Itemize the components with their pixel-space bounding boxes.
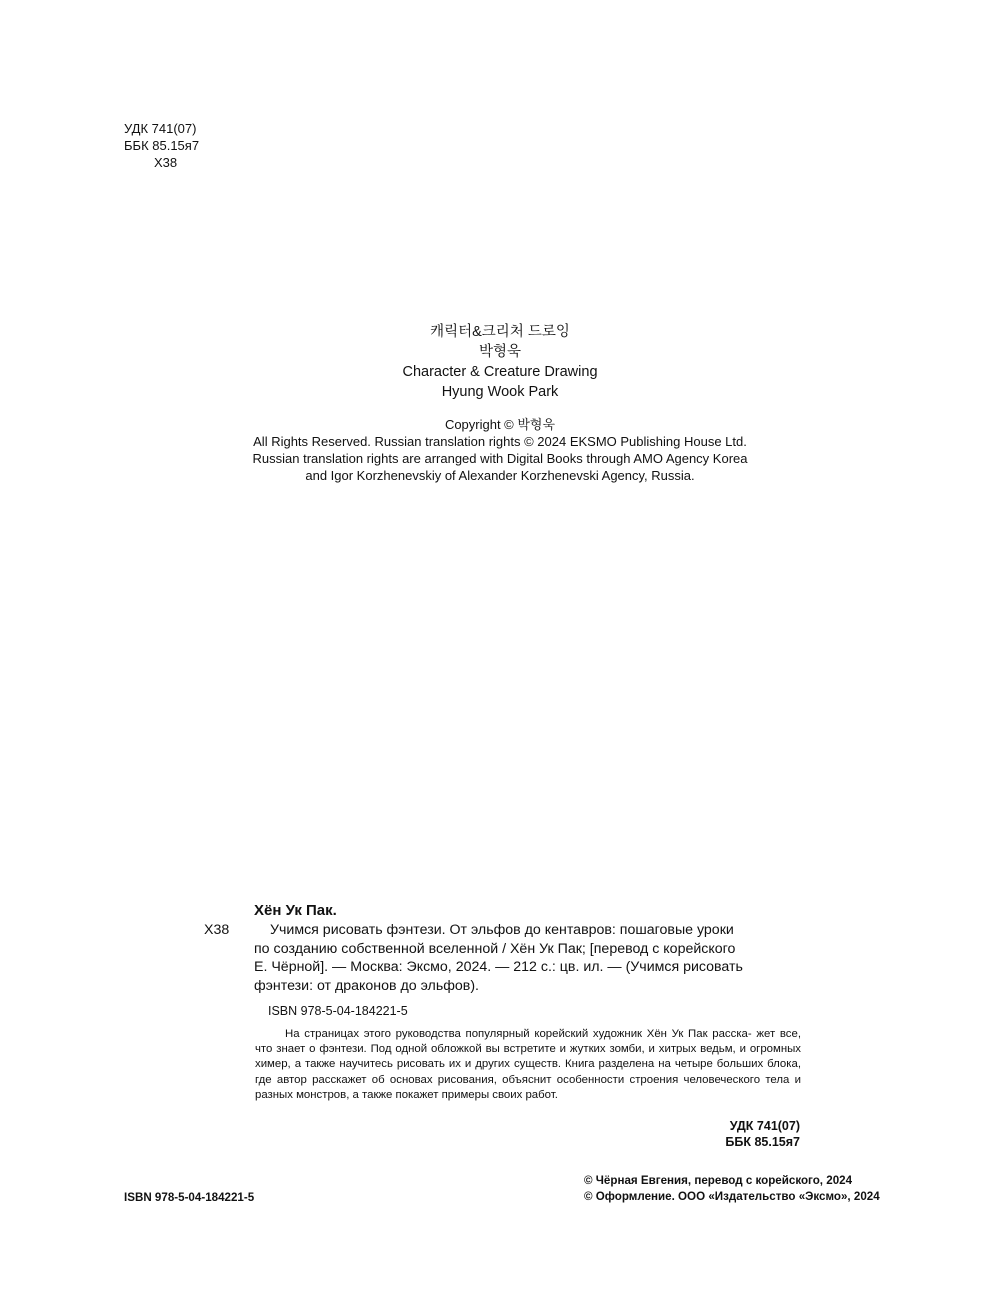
- footer-isbn: ISBN 978-5-04-184221-5: [124, 1191, 255, 1204]
- rights-line-1: All Rights Reserved. Russian translation rights © 2024 EKSMO Publishing House Ltd.: [253, 434, 747, 449]
- footer-copyrights: [584, 1173, 880, 1205]
- bib-description: [254, 921, 814, 995]
- annotation-line-4: на четыре больших блока, где автор расскажет об основах рисования, объяснит особенности: [255, 1058, 801, 1086]
- bottom-udk-code: УДК 741(07): [729, 1119, 800, 1133]
- rights-line-2: Russian translation rights are arranged with Digital Books through AMO Agency Korea: [252, 451, 748, 466]
- bottom-classification-codes: [0, 1118, 800, 1150]
- author-mark: Х38: [154, 155, 178, 170]
- annotation-line-3: ведьм, и огромных химер, а также научитесь рисовать их и других существ. Книга разделена: [255, 1043, 801, 1071]
- bib-author-heading: Хён Ук Пак.: [254, 902, 337, 919]
- bib-line-2: по созданию собственной вселенной / Хён Ук Пак; [перевод с корейского: [254, 940, 736, 957]
- udk-code: УДК 741(07): [124, 121, 197, 136]
- bib-line-1: Учимся рисовать фэнтези. От эльфов до кентавров: пошаговые уроки: [270, 922, 734, 938]
- top-classification-codes: [124, 120, 199, 171]
- original-title-english: Character & Creature Drawing: [402, 364, 598, 380]
- bib-isbn: ISBN 978-5-04-184221-5: [268, 1004, 408, 1018]
- original-author-korean: 박형욱: [478, 344, 522, 360]
- original-author-english: Hyung Wook Park: [441, 384, 559, 400]
- bib-line-4: фэнтези: от драконов до эльфов).: [254, 977, 479, 994]
- bbk-code: ББК 85.15я7: [124, 138, 200, 153]
- bib-line-3: Е. Чёрной]. — Москва: Эксмо, 2024. — 212 с.: цв. ил. — (Учимся рисовать: [254, 959, 743, 975]
- copyright-line: Copyright © 박형욱: [444, 417, 556, 432]
- rights-notice: [0, 416, 1000, 484]
- annotation-line-5: строения человеческого тела и разных монстров, а также покажет примеры своих работ.: [255, 1073, 801, 1101]
- annotation-paragraph: [255, 1027, 801, 1103]
- copyright-design: © Оформление. ООО «Издательство «Эксмо», 2024: [584, 1190, 880, 1203]
- original-title-korean: 캐릭터&크리처 드로잉: [430, 324, 570, 340]
- original-edition-info: [0, 322, 1000, 402]
- rights-line-3: and Igor Korzhenevskiy of Alexander Korzhenevski Agency, Russia.: [305, 468, 695, 483]
- annotation-line-2: жет все, что знает о фэнтези. Под одной обложкой вы встретите и жутких зомби, и хитрых: [255, 1028, 801, 1056]
- bib-index-mark: Х38: [204, 922, 230, 938]
- bottom-bbk-code: ББК 85.15я7: [725, 1135, 800, 1149]
- bibliographic-record: [204, 901, 814, 995]
- copyright-translation: © Чёрная Евгения, перевод с корейского, 2024: [584, 1174, 853, 1187]
- annotation-line-1: На страницах этого руководства популярный корейский художник Хён Ук Пак расска-: [285, 1028, 752, 1040]
